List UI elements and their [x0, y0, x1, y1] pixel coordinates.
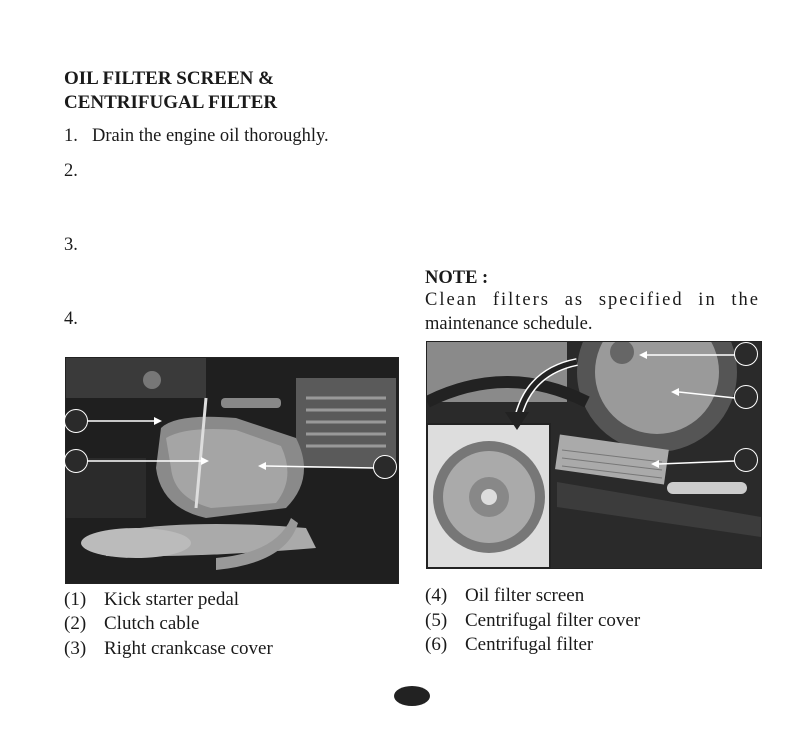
note-title: NOTE : — [425, 268, 489, 288]
caption-5 — [425, 610, 640, 632]
caption-number: (1) — [64, 589, 87, 610]
step-number: 2. — [64, 161, 78, 181]
caption-text: Centrifugal filter cover — [465, 610, 641, 631]
section-heading — [64, 67, 277, 115]
page-number-oval — [394, 686, 430, 706]
callout-6 — [734, 448, 758, 472]
callout-5 — [734, 385, 758, 409]
step-number: 3. — [64, 235, 78, 255]
callout-3 — [373, 455, 397, 479]
note-line-2: maintenance schedule. — [425, 314, 593, 334]
caption-number: (2) — [64, 613, 87, 634]
note-body — [425, 288, 760, 336]
caption-1 — [64, 589, 239, 611]
caption-text: Right crankcase cover — [104, 638, 273, 659]
engine-right-side-photo — [65, 357, 399, 584]
note-line-1: Clean filters as specified in the — [425, 290, 760, 310]
caption-text: Centrifugal filter — [465, 634, 594, 655]
heading-line-2: CENTRIFUGAL FILTER — [64, 92, 278, 113]
caption-text: Kick starter pedal — [104, 589, 240, 610]
step-1 — [64, 126, 329, 147]
step-number: 1. — [64, 126, 78, 146]
step-number: 4. — [64, 309, 78, 329]
caption-text: Clutch cable — [104, 613, 200, 634]
heading-line-1: OIL FILTER SCREEN & — [64, 68, 274, 89]
step-2 — [64, 161, 92, 182]
caption-number: (3) — [64, 638, 87, 659]
filter-illustration — [427, 342, 761, 568]
caption-number: (4) — [425, 585, 448, 606]
engine-illustration — [66, 358, 398, 583]
caption-4 — [425, 585, 584, 607]
caption-text: Oil filter screen — [465, 585, 585, 606]
callout-1 — [64, 409, 88, 433]
caption-number: (6) — [425, 634, 448, 655]
caption-3 — [64, 638, 273, 660]
step-4 — [64, 309, 92, 330]
oil-filter-photo — [426, 341, 762, 569]
callout-4 — [734, 342, 758, 366]
caption-2 — [64, 613, 200, 635]
step-text: Drain the engine oil thoroughly. — [92, 126, 329, 146]
caption-6 — [425, 634, 593, 656]
caption-number: (5) — [425, 610, 448, 631]
callout-2 — [64, 449, 88, 473]
step-3 — [64, 235, 92, 256]
